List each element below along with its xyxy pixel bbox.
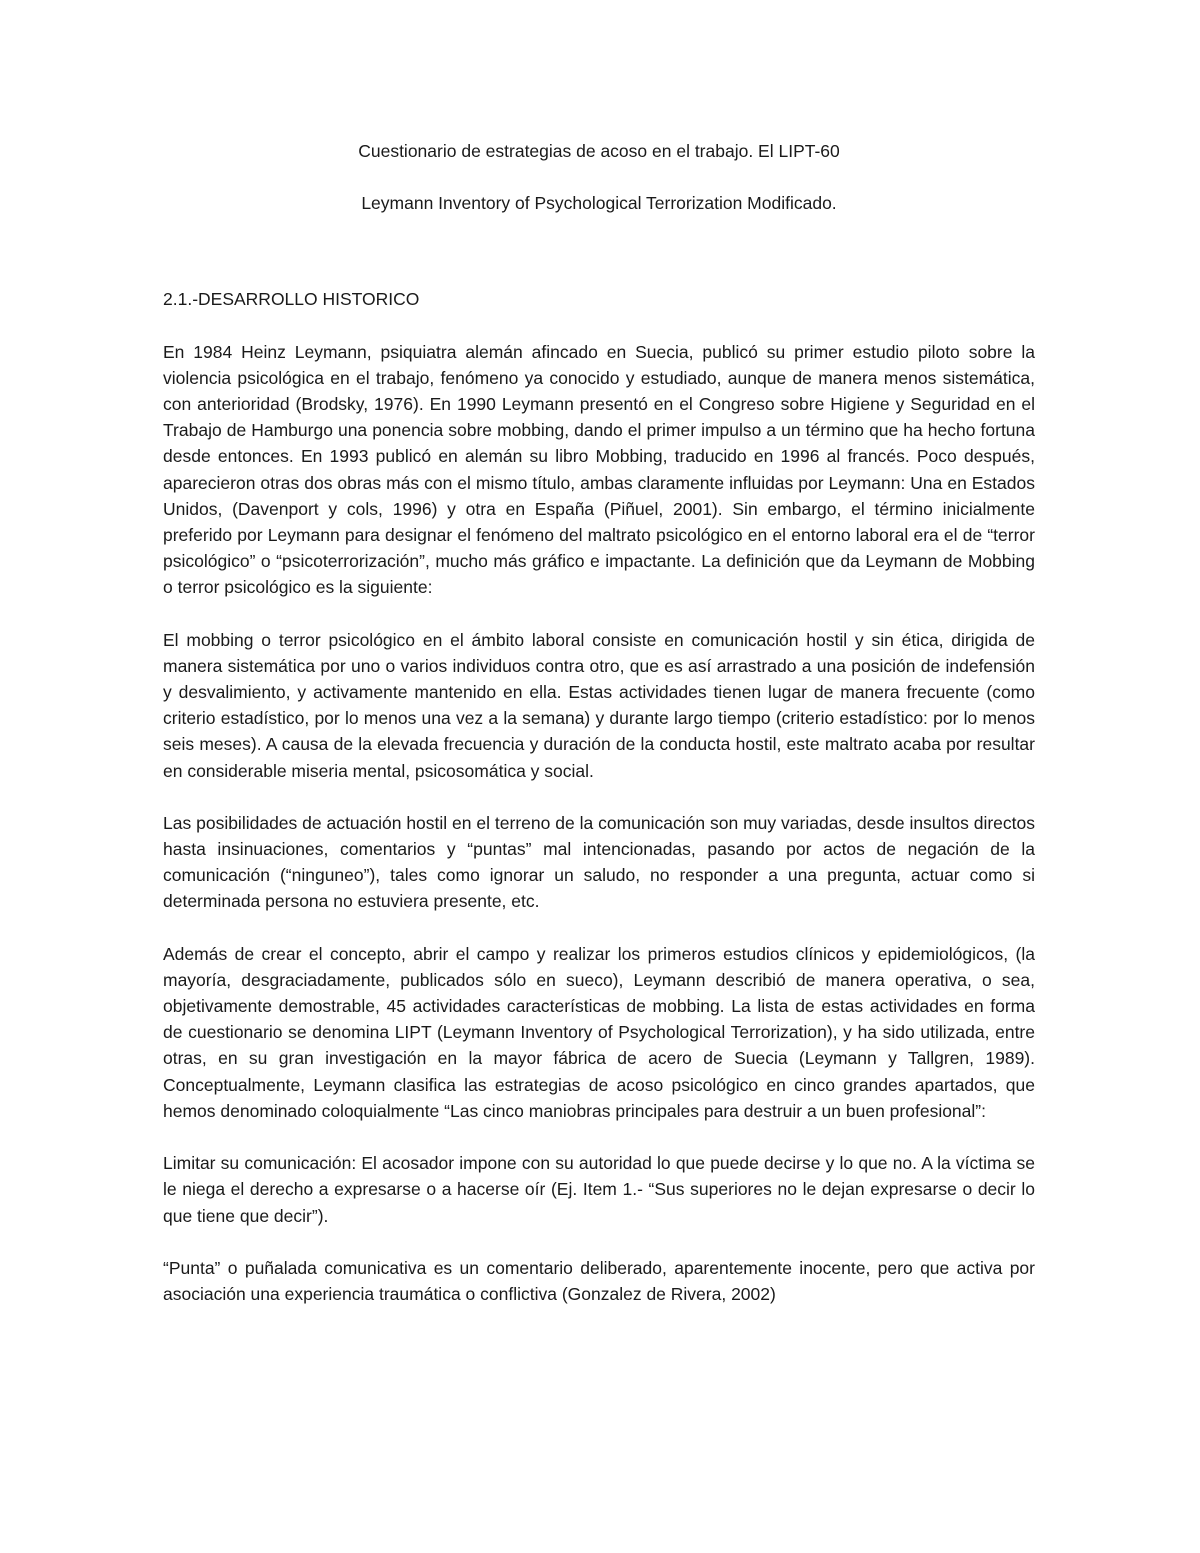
document-body xyxy=(163,138,1035,1307)
paragraph-limit-communication: Limitar su comunicación: El acosador impone con su autoridad lo que puede decirse y lo que no. A la víctima se le niega el derecho a expresarse o a hacerse oír (Ej. Item 1.- “Sus superiores no le dejan expresarse o decir lo que tiene que decir”). xyxy=(163,1153,1035,1226)
paragraph-punta: “Punta” o puñalada comunicativa es un comentario deliberado, aparentemente inocente, pero que activa por asociación una experiencia traumática o conflictiva (Gonzalez de Rivera, 2002) xyxy=(163,1257,1035,1304)
paragraph-lipt: Además de crear el concepto, abrir el campo y realizar los primeros estudios clínicos y epidemiológicos, (la mayoría, desgraciadamente, publicados sólo en sueco), Leymann describió de manera operativa, o sea, objetivamente demostrable, 45 actividades características de mobbing. La lista de estas actividades en forma de cuestionario se denomina LIPT (Leymann Inventory of Psychological Terrorization), y ha sido utilizada, entre otras, en su gran investigación en la mayor fábrica de acero de Suecia (Leymann y Tallgren, 1989). Conceptualmente, Leymann clasifica las estrategias de acoso psicológico en cinco grandes apartados, que hemos denominado coloquialmente “Las cinco maniobras principales para destruir a un buen profesional”: xyxy=(163,943,1035,1121)
section-heading: 2.1.-DESARROLLO HISTORICO xyxy=(163,289,420,310)
paragraph-history: En 1984 Heinz Leymann, psiquiatra alemán afincado en Suecia, publicó su primer estudio piloto sobre la violencia psicológica en el trabajo, fenómeno ya conocido y estudiado, aunque de manera menos sistemática, con anterioridad (Brodsky, 1976). En 1990 Leymann presentó en el Congreso sobre Higiene y Seguridad en el Trabajo de Hamburgo una ponencia sobre mobbing, dando el primer impulso a un término que ha hecho fortuna desde entonces. En 1993 publicó en alemán su libro Mobbing, traducido en 1996 al francés. Poco después, aparecieron otras dos obras más con el mismo título, ambas claramente influidas por Leymann: Una en Estados Unidos, (Davenport y cols, 1996) y otra en España (Piñuel, 2001). Sin embargo, el término inicialmente preferido por Leymann para designar el fenómeno del maltrato psicológico en el entorno laboral era el de “terror psicológico” o “psicoterrorización”, mucho más gráfico e impactante. La definición que da Leymann de Mobbing o terror psicológico es la siguiente: xyxy=(163,341,1035,598)
document-title: Cuestionario de estrategias de acoso en el trabajo. El LIPT-60 xyxy=(358,141,840,161)
document-subtitle: Leymann Inventory of Psychological Terrorization Modificado. xyxy=(361,193,837,214)
paragraph-definition: El mobbing o terror psicológico en el ámbito laboral consiste en comunicación hostil y sin ética, dirigida de manera sistemática por uno o varios individuos contra otro, que es así arrastrado a una posición de indefensión y desvalimiento, y activamente mantenido en ella. Estas actividades tienen lugar de manera frecuente (como criterio estadístico, por lo menos una vez a la semana) y durante largo tiempo (criterio estadístico: por lo menos seis meses). A causa de la elevada frecuencia y duración de la conducta hostil, este maltrato acaba por resultar en considerable miseria mental, psicosomática y social. xyxy=(163,629,1035,781)
paragraph-hostile-actions: Las posibilidades de actuación hostil en el terreno de la comunicación son muy variadas, desde insultos directos hasta insinuaciones, comentarios y “puntas” mal intencionadas, pasando por actos de negación de la comunicación (“ninguneo”), tales como ignorar un saludo, no responder a una pregunta, actuar como si determinada persona no estuviera presente, etc. xyxy=(163,812,1035,912)
